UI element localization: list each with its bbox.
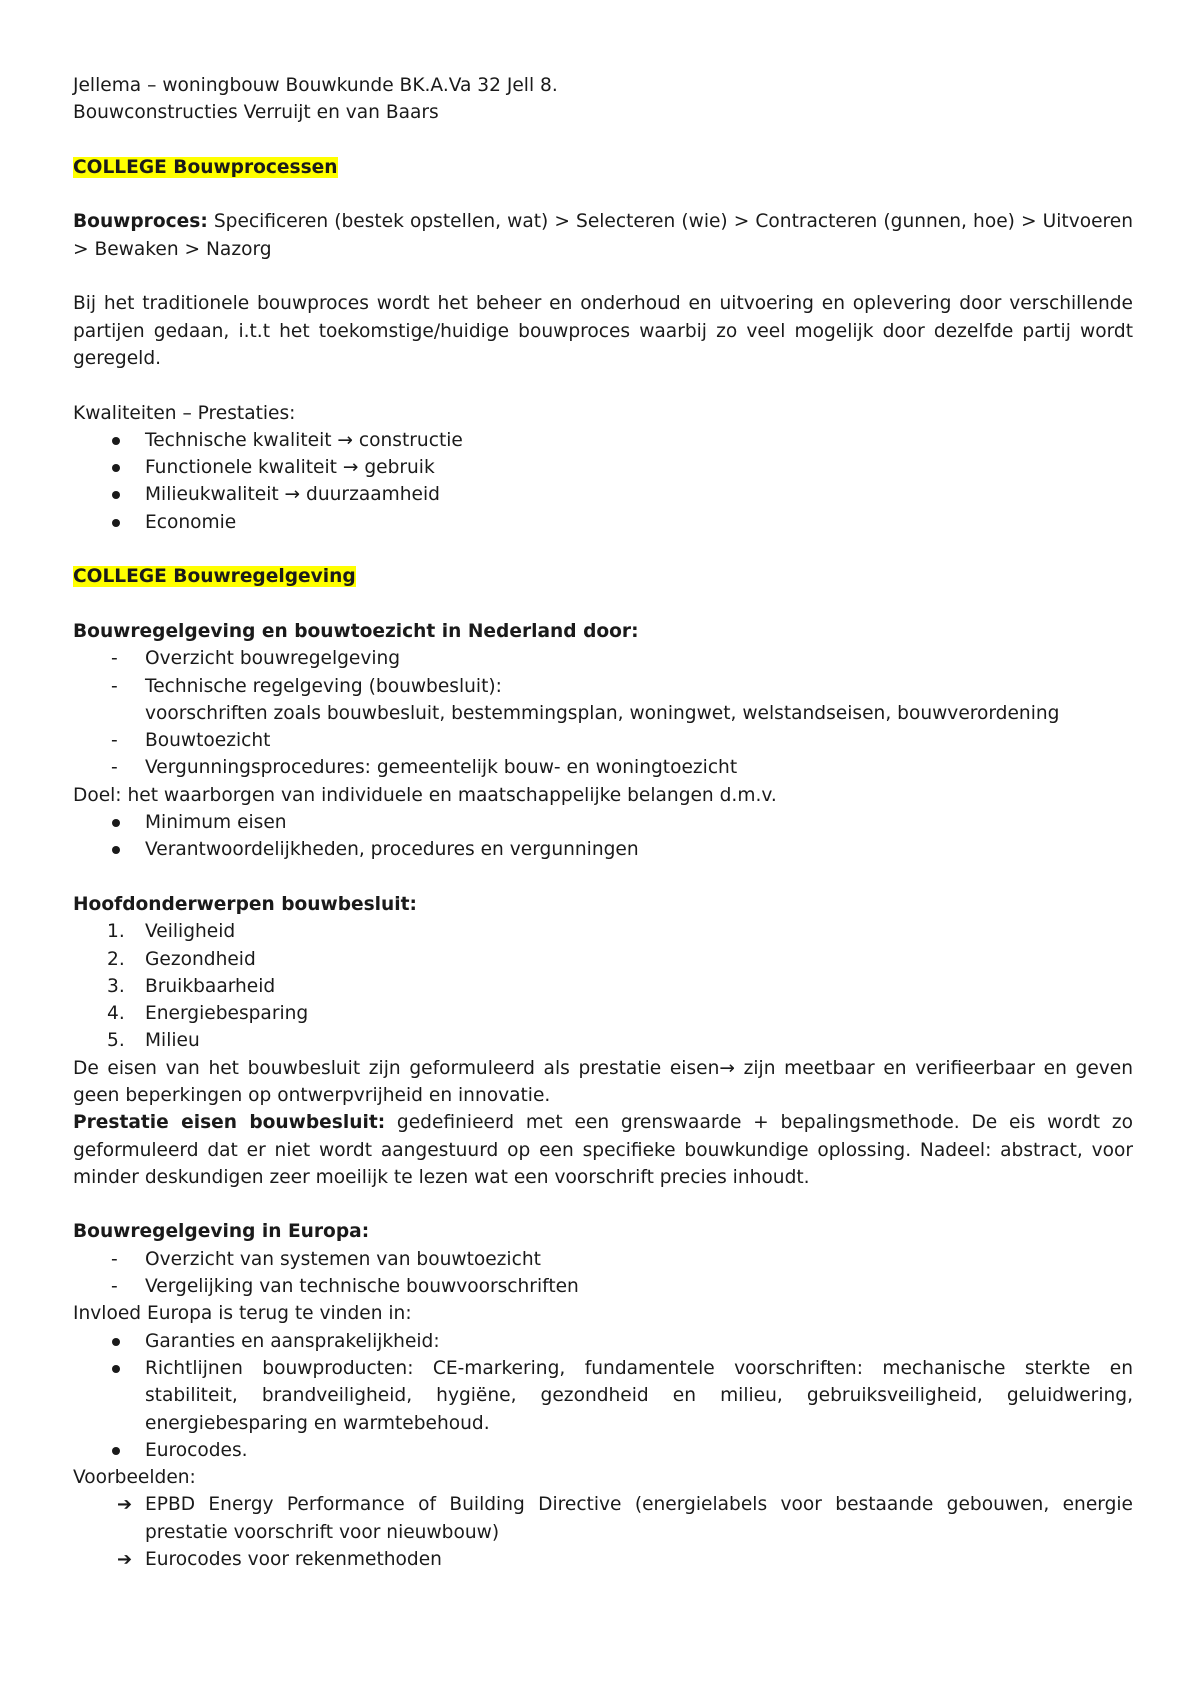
arrow-right-icon: ➔ xyxy=(117,1549,133,1571)
bouwproces-label: Bouwproces: xyxy=(73,211,208,233)
bouwproces-text: Specificeren (bestek opstellen, wat) > Selecteren (wie) > Contracteren (gunnen, hoe) > Uitvoeren > Bewaken > Nazorg xyxy=(73,211,1133,260)
dash-marker: - xyxy=(111,1248,118,1270)
dash-marker: - xyxy=(111,648,118,670)
header-line-2: Bouwconstructies Verruijt en van Baars xyxy=(73,102,439,124)
college-heading-bouwregelgeving: COLLEGE Bouwregelgeving xyxy=(73,566,356,588)
list-item: 2. Gezondheid xyxy=(73,946,1133,973)
list-item: - Bouwtoezicht xyxy=(73,727,1133,754)
list-item: Garanties en aansprakelijkheid: xyxy=(145,1330,440,1352)
quality-heading: Kwaliteiten – Prestaties: xyxy=(73,402,296,424)
nl-heading: Bouwregelgeving en bouwtoezicht in Nederland door: xyxy=(73,620,639,642)
list-item: 3. Bruikbaarheid xyxy=(73,973,1133,1000)
list-item: - Overzicht van systemen van bouwtoezicht xyxy=(73,1246,1133,1273)
topics-heading: Hoofdonderwerpen bouwbesluit: xyxy=(73,893,417,915)
list-item: 4. Energiebesparing xyxy=(73,1000,1133,1027)
list-item: ➔ Eurocodes voor rekenmethoden xyxy=(73,1546,1133,1573)
list-item: - Overzicht bouwregelgeving xyxy=(73,645,1133,672)
list-item: Minimum eisen xyxy=(145,812,287,834)
list-item: Functionele kwaliteit → gebruik xyxy=(145,457,435,479)
list-item-sub: voorschriften zoals bouwbesluit, bestemmingsplan, woningwet, welstandseisen, bouwverordening xyxy=(145,702,1060,724)
invloed-line: Invloed Europa is terug te vinden in: xyxy=(73,1303,412,1325)
list-item: Economie xyxy=(145,511,237,533)
header-line-1: Jellema – woningbouw Bouwkunde BK.A.Va 32 Jell 8. xyxy=(73,75,558,96)
list-item: - Vergelijking van technische bouwvoorschriften xyxy=(73,1273,1133,1300)
dash-marker: - xyxy=(111,757,118,779)
traditional-paragraph: Bij het traditionele bouwproces wordt het beheer en onderhoud en uitvoering en oplevering door verschillende partijen gedaan, i.t.t het toekomstige/huidige bouwproces waarbij zo veel mogelijk door dezelfde partij wordt geregeld. xyxy=(73,293,1133,369)
eu-heading: Bouwregelgeving in Europa: xyxy=(73,1221,370,1243)
list-item: Eurocodes. xyxy=(145,1439,248,1461)
bouwproces-paragraph xyxy=(73,208,1133,263)
list-number: 1. xyxy=(107,921,125,943)
doel-line: Doel: het waarborgen van individuele en maatschappelijke belangen d.m.v. xyxy=(73,784,777,806)
list-number: 3. xyxy=(107,975,125,997)
list-item: - Technische regelgeving (bouwbesluit): voorschriften zoals bouwbesluit, bestemmingsplan, woningwet, welstandseisen, bouwverordening xyxy=(73,673,1133,728)
arrow-right-icon: ➔ xyxy=(117,1494,133,1516)
list-item: 1. Veiligheid xyxy=(73,918,1133,945)
list-number: 4. xyxy=(107,1003,125,1025)
dash-marker: - xyxy=(111,730,118,752)
document-page xyxy=(73,72,1133,1573)
list-item: 5. Milieu xyxy=(73,1027,1133,1054)
prestatie-paragraph: Prestatie eisen bouwbesluit: gedefinieerd met een grenswaarde + bepalingsmethode. De eis wordt zo geformuleerd dat er niet wordt aangestuurd op een specifieke bouwkundige oplossing. Nadeel: abstract, voor minder deskundigen zeer moeilijk te lezen wat een voorschrift precies inhoudt. xyxy=(73,1112,1133,1188)
list-item: Richtlijnen bouwproducten: CE-markering, fundamentele voorschriften: mechanische sterkte en stabiliteit, brandveiligheid, hygiëne, gezondheid en milieu, gebruiksveiligheid, geluidwering, energiebesparing en warmtebehoud. xyxy=(145,1357,1133,1434)
college-heading-bouwprocessen: COLLEGE Bouwprocessen xyxy=(73,156,338,178)
dash-marker: - xyxy=(111,675,118,697)
list-item: Milieukwaliteit → duurzaamheid xyxy=(145,484,440,506)
list-item: - Vergunningsprocedures: gemeentelijk bouw- en woningtoezicht xyxy=(73,754,1133,781)
list-item: ➔ EPBD Energy Performance of Building Directive (energielabels voor bestaande gebouwen, energie prestatie voorschrift voor nieuwbouw) xyxy=(73,1491,1133,1546)
list-number: 2. xyxy=(107,948,125,970)
list-item: Technische kwaliteit → constructie xyxy=(145,429,463,451)
list-number: 5. xyxy=(107,1030,125,1052)
dash-marker: - xyxy=(111,1276,118,1298)
prestatie-label: Prestatie eisen bouwbesluit: xyxy=(73,1112,386,1134)
eisen-paragraph: De eisen van het bouwbesluit zijn geformuleerd als prestatie eisen→ zijn meetbaar en verifieerbaar en geven geen beperkingen op ontwerpvrijheid en innovatie. xyxy=(73,1057,1133,1106)
list-item: Verantwoordelijkheden, procedures en vergunningen xyxy=(145,839,639,861)
voorbeelden-line: Voorbeelden: xyxy=(73,1467,196,1489)
